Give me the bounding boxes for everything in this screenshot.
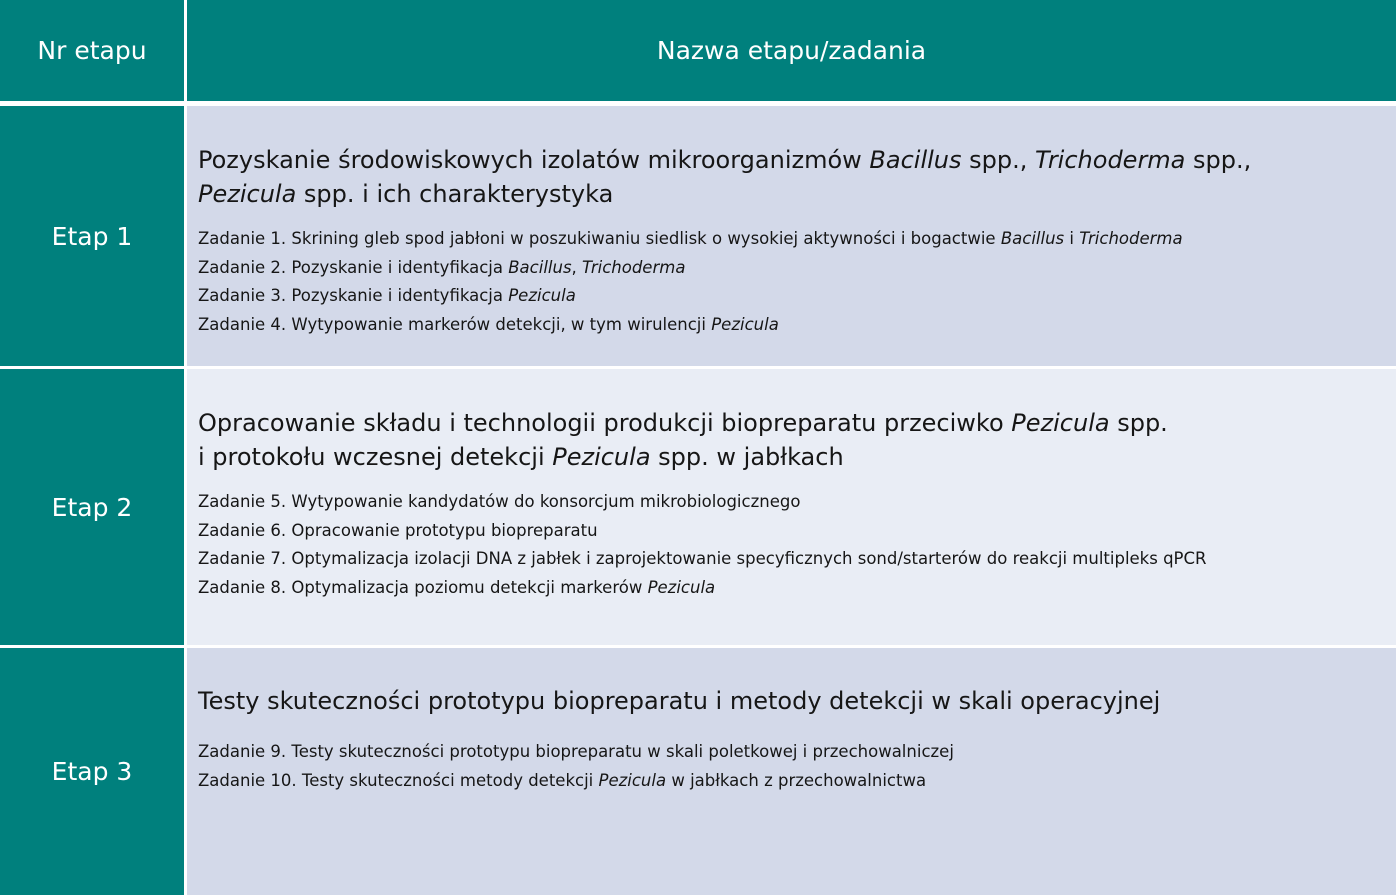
stage-1-content [187, 106, 1396, 366]
task-4: Zadanie 4. Wytypowanie markerów detekcji, w tym wirulencji Pezicula [198, 315, 779, 335]
stage-3-content [187, 648, 1396, 895]
task-1: Zadanie 1. Skrining gleb spod jabłoni w poszukiwaniu siedlisk o wysokiej aktywności i bogactwie Bacillus i Trichoderma [198, 229, 1183, 248]
task-2: Zadanie 2. Pozyskanie i identyfikacja Bacillus, Trichoderma [198, 257, 686, 277]
stage-1-label: Etap 1 [0, 106, 184, 366]
header-stage-number: Nr etapu [0, 0, 184, 101]
task-9: Zadanie 9. Testy skuteczności prototypu biopreparatu w skali poletkowej i przechowalniczej [198, 742, 954, 761]
header-stage-name: Nazwa etapu/zadania [187, 0, 1396, 101]
stage-1-title: Pozyskanie środowiskowych izolatów mikroorganizmów Bacillus spp., Trichoderma spp., Pezicula spp. i ich charakterystyka [198, 146, 1252, 208]
stage-3-label: Etap 3 [0, 648, 184, 895]
stage-3-title: Testy skuteczności prototypu biopreparatu i metody detekcji w skali operacyjnej [198, 687, 1161, 715]
stage-2-title: Opracowanie składu i technologii produkcji biopreparatu przeciwko Pezicula spp. i protokołu wczesnej detekcji Pezicula spp. w jabłkach [198, 409, 1168, 471]
task-10: Zadanie 10. Testy skuteczności metody detekcji Pezicula w jabłkach z przechowalnictwa [198, 770, 927, 790]
task-5: Zadanie 5. Wytypowanie kandydatów do konsorcjum mikrobiologicznego [198, 492, 801, 511]
task-7: Zadanie 7. Optymalizacja izolacji DNA z jabłek i zaprojektowanie specyficznych sond/starterów do reakcji multipleks qPCR [198, 549, 1207, 569]
stage-2-content [187, 369, 1396, 645]
task-8: Zadanie 8. Optymalizacja poziomu detekcji markerów Pezicula [198, 578, 716, 598]
stage-2-label: Etap 2 [0, 369, 184, 645]
task-6: Zadanie 6. Opracowanie prototypu biopreparatu [198, 520, 598, 540]
task-3: Zadanie 3. Pozyskanie i identyfikacja Pezicula [198, 286, 576, 306]
